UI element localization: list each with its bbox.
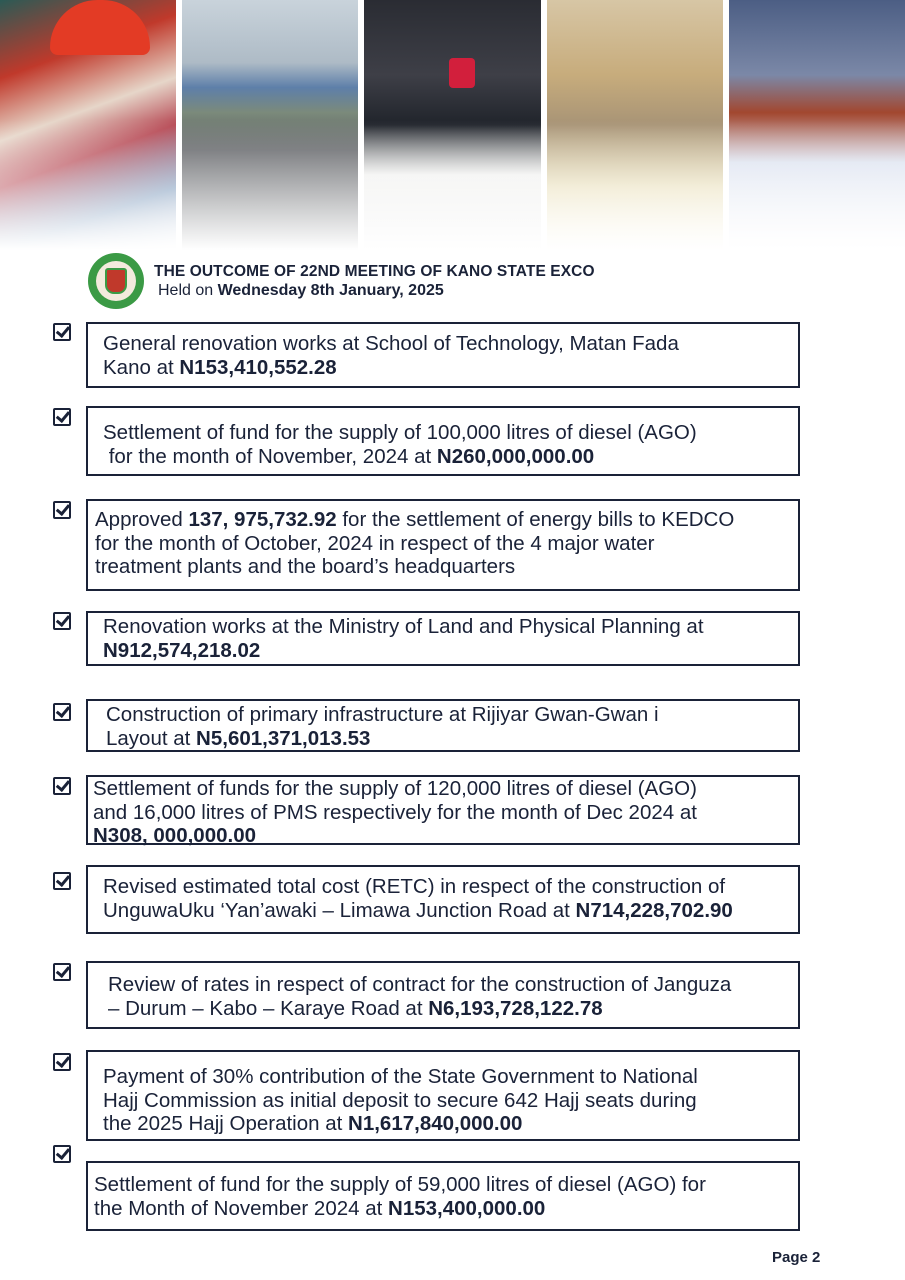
checkbox-icon [53, 963, 71, 981]
list-item: Payment of 30% contribution of the State Government to National Hajj Commission as initial deposit to secure 642 Hajj seats during the 2025 Hajj Operation at N1,617,840,000.00 [86, 1050, 800, 1141]
page-title: THE OUTCOME OF 22ND MEETING OF KANO STATE EXCO [154, 263, 595, 280]
kano-state-seal-icon [88, 253, 144, 309]
checkbox-icon [53, 323, 71, 341]
checkbox-icon [53, 612, 71, 630]
list-item: Construction of primary infrastructure at Rijiyar Gwan-Gwan i Layout at N5,601,371,013.53 [86, 699, 800, 752]
photo-strip [0, 0, 905, 250]
photo-governor-greeting [364, 0, 540, 250]
checkbox-icon [53, 777, 71, 795]
checkbox-icon [53, 1145, 71, 1163]
checkbox-icon [53, 408, 71, 426]
list-item: Settlement of funds for the supply of 120,000 litres of diesel (AGO) and 16,000 litres of PMS respectively for the month of Dec 2024 at N308, 000,000.00 [86, 775, 800, 845]
list-item: Review of rates in respect of contract for the construction of Janguza – Durum – Kabo – Karaye Road at N6,193,728,122.78 [86, 961, 800, 1029]
hard-hat-shape [50, 0, 150, 55]
document-header [88, 253, 595, 309]
photo-building-construction [547, 0, 723, 250]
list-item: Settlement of fund for the supply of 59,000 litres of diesel (AGO) for the Month of November 2024 at N153,400,000.00 [86, 1161, 800, 1231]
checkbox-icon [53, 872, 71, 890]
checkbox-icon [53, 703, 71, 721]
list-item: General renovation works at School of Technology, Matan Fada Kano at N153,410,552.28 [86, 322, 800, 388]
list-item: Renovation works at the Ministry of Land and Physical Planning at N912,574,218.02 [86, 611, 800, 666]
photo-road-construction [182, 0, 358, 250]
red-cap-shape [449, 58, 475, 88]
photo-official-hardhat [0, 0, 176, 250]
list-item: Revised estimated total cost (RETC) in respect of the construction of UnguwaUku ‘Yan’awaki – Limawa Junction Road at N714,228,702.90 [86, 865, 800, 934]
list-item: Approved 137, 975,732.92 for the settlement of energy bills to KEDCO for the month of October, 2024 in respect of the 4 major water treatment plants and the board’s headquarters [86, 499, 800, 591]
checkbox-icon [53, 501, 71, 519]
photo-officials-event [729, 0, 905, 250]
page-number: Page 2 [772, 1249, 821, 1266]
meeting-date: Held on Wednesday 8th January, 2025 [158, 282, 444, 299]
list-item: Settlement of fund for the supply of 100,000 litres of diesel (AGO) for the month of November, 2024 at N260,000,000.00 [86, 406, 800, 476]
checkbox-icon [53, 1053, 71, 1071]
